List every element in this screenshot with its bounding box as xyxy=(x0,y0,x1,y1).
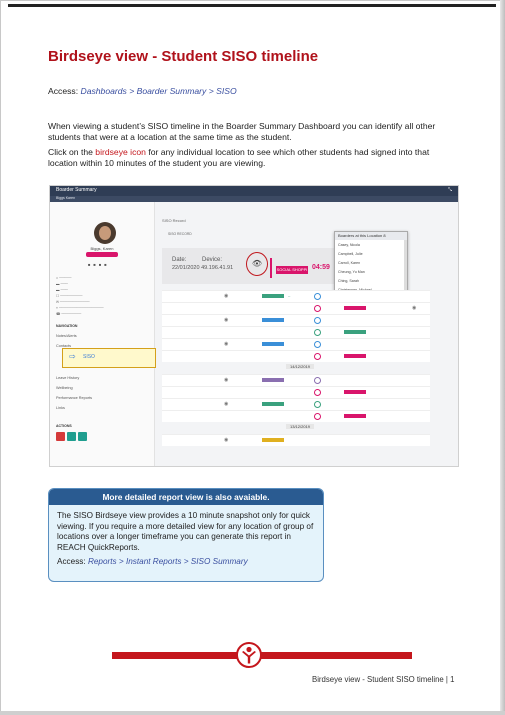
popup-name[interactable]: Campbell, Julie xyxy=(338,252,363,256)
callout-access-label: Access: xyxy=(57,557,86,566)
access-label: Access: xyxy=(48,86,79,96)
footer-bar xyxy=(112,652,412,659)
action-button-red[interactable] xyxy=(56,432,65,441)
nav-wellbeing[interactable]: Wellbeing xyxy=(56,386,73,390)
timeline-bar xyxy=(270,258,272,278)
callout-header: More detailed report view is also avaiable. xyxy=(49,489,323,505)
timeline-row: ◉ xyxy=(162,314,430,326)
app-subtitle: Biggs Karen xyxy=(56,196,76,200)
timeline-row: ◉ xyxy=(162,302,430,314)
birdseye-icon-link[interactable]: birdseye icon xyxy=(95,147,146,157)
subsection-label: SISO RECORD xyxy=(168,232,192,236)
access-path-link[interactable]: Dashboards > Boarder Summary > SISO xyxy=(80,86,237,96)
info-line: ☎ ──────── xyxy=(56,312,82,316)
timeline-row: ◉ xyxy=(162,434,430,446)
embedded-screenshot xyxy=(49,185,459,467)
info-line: ▬ ─── xyxy=(56,282,68,286)
date-device-values: 22/01/2020 49.196.41.91 xyxy=(172,265,234,271)
info-line: ⌖ ────────────────── xyxy=(56,306,104,310)
date-label: Date: xyxy=(172,257,187,263)
instruction-pre: Click on the xyxy=(48,147,96,157)
app-title: Boarder Summary xyxy=(56,187,97,193)
callout-access-link[interactable]: Reports > Instant Reports > SISO Summary xyxy=(87,557,248,566)
info-line: ▬ ─── xyxy=(56,288,68,292)
instruction-paragraph xyxy=(48,147,448,169)
student-name: Biggs, Karen xyxy=(90,246,114,251)
callout-body: The SISO Birdseye view provides a 10 minute snapshot only for quick viewing. If you require a more detailed view for any location of group of locations over a longer timeframe you can generate this report in REACH QuickReports. xyxy=(57,511,314,552)
callout-access-line xyxy=(57,557,248,566)
sign-time: 04:59 xyxy=(312,264,330,271)
student-sidebar xyxy=(50,202,155,466)
actions-heading: ACTIONS xyxy=(56,424,72,428)
footer-text xyxy=(312,675,454,684)
navigation-heading: NAVIGATION xyxy=(56,324,78,328)
action-button-teal-2[interactable] xyxy=(78,432,87,441)
popup-name[interactable]: Cheung, Yu Man xyxy=(338,270,365,274)
popup-name[interactable]: Casey, Nicola xyxy=(338,243,360,247)
siso-label: SISO xyxy=(83,354,95,360)
nav-siso-highlighted[interactable] xyxy=(62,348,156,368)
timeline-row: ◉ xyxy=(162,338,430,350)
brand-logo-icon xyxy=(236,642,262,668)
access-line xyxy=(48,86,448,97)
info-line: ✉ ──────────── xyxy=(56,300,90,304)
footer-title: Birdseye view - Student SISO timeline xyxy=(312,675,444,684)
birdseye-icon[interactable]: 👁 xyxy=(246,252,268,276)
timeline-row: ◉ xyxy=(162,374,430,386)
popup-name[interactable]: Carroll, Karen xyxy=(338,261,361,265)
timeline-row: ◉ xyxy=(162,398,430,410)
instruction-post: for any individual location to see which other students had signed into that location within 10 minutes of the student you are viewing. xyxy=(48,147,430,168)
location-tag: SOCIAL SHOPPI xyxy=(276,267,308,272)
timeline-row xyxy=(162,386,430,398)
page-number: 1 xyxy=(450,675,455,684)
nav-contacts[interactable]: Contacts xyxy=(56,344,71,348)
timeline-row xyxy=(162,410,430,422)
popup-count: 8 xyxy=(383,233,386,238)
timeline-row xyxy=(162,326,430,338)
student-tag-badge xyxy=(86,252,118,257)
timeline-row xyxy=(162,350,430,362)
popup-header: Boarders at this Location 8 xyxy=(335,232,407,240)
top-rule xyxy=(8,4,496,7)
page-shadow-bottom xyxy=(0,711,505,715)
info-line: ☐ ───────── xyxy=(56,294,83,298)
info-line: ⌂ ───── xyxy=(56,276,72,280)
page-shadow-right xyxy=(500,0,505,715)
info-callout xyxy=(48,488,324,582)
nav-notes-alerts[interactable]: Notes/Alerts xyxy=(56,334,77,338)
action-button-teal[interactable] xyxy=(67,432,76,441)
footer-separator: | xyxy=(445,675,448,684)
section-label: SISO Record xyxy=(162,218,186,223)
nav-performance-reports[interactable]: Performance Reports xyxy=(56,396,93,400)
day-separator: 14/12/2019 xyxy=(286,364,314,369)
nav-leave-history[interactable]: Leave History xyxy=(56,376,80,380)
timeline-row: ◉ ─ xyxy=(162,290,430,302)
popup-name[interactable]: Ching, Sarah xyxy=(338,279,359,283)
student-avatar xyxy=(94,222,116,244)
day-separator: 13/12/2019 xyxy=(286,424,314,429)
nav-links[interactable]: Links xyxy=(56,406,65,410)
device-label: Device: xyxy=(202,257,223,263)
contact-icons: ■■■■ xyxy=(88,262,110,267)
intro-paragraph: When viewing a student’s SISO timeline in the Boarder Summary Dashboard you can identify all other students that were at a location at the same time as the student. xyxy=(48,121,436,142)
page-title: Birdseye view - Student SISO timeline xyxy=(48,48,319,65)
siso-arrow-icon: ⇨ xyxy=(69,352,76,361)
app-topbar xyxy=(50,186,458,196)
expand-icon[interactable]: ⤡ xyxy=(448,187,453,193)
